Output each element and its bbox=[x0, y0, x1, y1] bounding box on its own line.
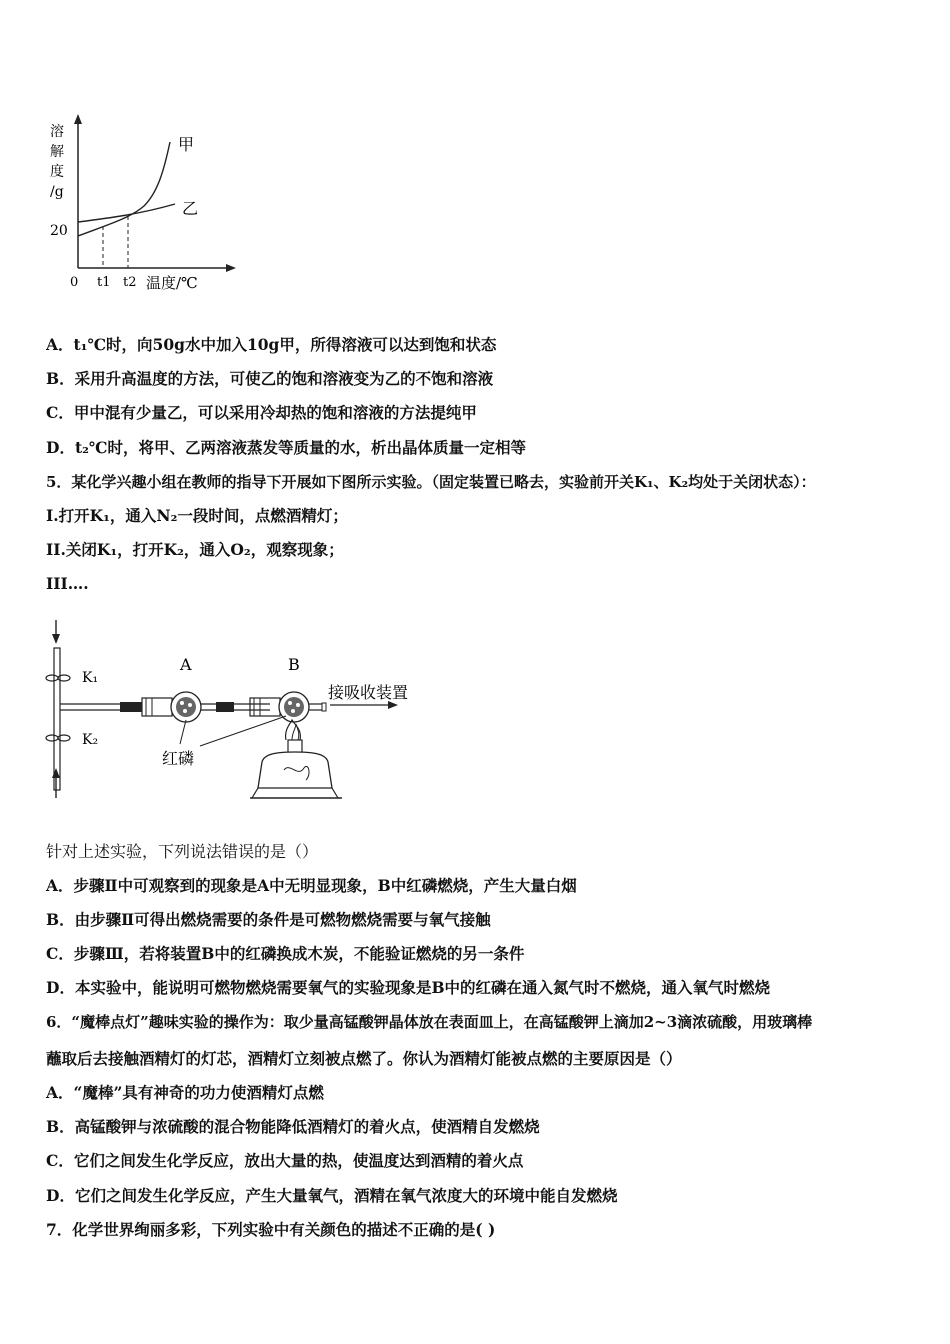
y-tick-20: 20 bbox=[50, 223, 68, 239]
y-label-3: 度 bbox=[50, 164, 64, 180]
valve-k2 bbox=[46, 735, 70, 741]
q5-option-a: A．步骤Ⅱ中可观察到的现象是A中无明显现象，B中红磷燃烧，产生大量白烟 bbox=[46, 876, 577, 895]
curve-yi bbox=[78, 204, 175, 222]
y-label-4: /g bbox=[50, 184, 64, 200]
k2-label: K₂ bbox=[82, 732, 99, 748]
x-tick-t2: t2 bbox=[123, 275, 137, 290]
q5-step-2: II.关闭K₁，打开K₂，通入O₂，观察现象； bbox=[46, 540, 344, 559]
q5-option-d: D．本实验中，能说明可燃物燃烧需要氧气的实验现象是B中的红磷在通入氮气时不燃烧，通入氧气时燃烧 bbox=[46, 978, 771, 997]
valve-k1 bbox=[46, 675, 70, 681]
bulb-b bbox=[279, 692, 309, 722]
q7-stem: 7．化学世界绚丽多彩，下列实验中有关颜色的描述不正确的是( ) bbox=[46, 1220, 496, 1239]
q5-question: 针对上述实验，下列说法错误的是（） bbox=[46, 842, 319, 861]
q4-option-d: D．t₂℃时，将甲、乙两溶液蒸发等质量的水，析出晶体质量一定相等 bbox=[46, 438, 526, 457]
q4-option-a: A．t₁℃时，向50g水中加入10g甲，所得溶液可以达到饱和状态 bbox=[46, 335, 497, 354]
curve-jia bbox=[78, 142, 170, 236]
label-a: A bbox=[180, 655, 192, 674]
red-phosphorus-label: 红磷 bbox=[162, 749, 195, 768]
outlet-label: 接吸收装置 bbox=[328, 683, 409, 702]
q5-option-c: C．步骤Ⅲ，若将装置B中的红磷换成木炭，不能验证燃烧的另一条件 bbox=[46, 944, 525, 963]
q6-stem-line-1: 6．“魔棒点灯”趣味实验的操作为：取少量高锰酸钾晶体放在表面皿上，在高锰酸钾上滴加2~3滴浓硫酸，用玻璃棒 bbox=[46, 1013, 813, 1031]
q6-option-d: D．它们之间发生化学反应，产生大量氧气，酒精在氧气浓度大的环境中能自发燃烧 bbox=[46, 1186, 618, 1205]
x-tick-0: 0 bbox=[70, 275, 79, 290]
q6-option-b: B．高锰酸钾与浓硫酸的混合物能降低酒精灯的着火点，使酒精自发燃烧 bbox=[46, 1117, 540, 1136]
k1-label: K₁ bbox=[82, 670, 99, 686]
curve-jia-label: 甲 bbox=[178, 135, 195, 154]
bulb-a bbox=[171, 692, 201, 722]
q5-step-1: I.打开K₁，通入N₂一段时间，点燃酒精灯； bbox=[46, 506, 348, 525]
solubility-graph bbox=[40, 110, 260, 300]
q6-option-c: C．它们之间发生化学反应，放出大量的热，使温度达到酒精的着火点 bbox=[46, 1151, 524, 1170]
curve-yi-label: 乙 bbox=[182, 199, 199, 218]
apparatus-diagram bbox=[40, 612, 440, 812]
x-axis-label: 温度/℃ bbox=[146, 274, 198, 292]
q5-option-b: B．由步骤Ⅱ可得出燃烧需要的条件是可燃物燃烧需要与氧气接触 bbox=[46, 910, 491, 929]
q5-stem: 5．某化学兴趣小组在教师的指导下开展如下图所示实验。（固定装置已略去，实验前开关K₁、K₂均处于关闭状态）： bbox=[46, 473, 816, 491]
q4-option-b: B．采用升高温度的方法，可使乙的饱和溶液变为乙的不饱和溶液 bbox=[46, 369, 494, 388]
y-label-2: 解 bbox=[50, 144, 64, 160]
q6-option-a: A．“魔棒”具有神奇的功力使酒精灯点燃 bbox=[46, 1083, 324, 1102]
x-tick-t1: t1 bbox=[97, 275, 111, 290]
label-b: B bbox=[288, 655, 300, 674]
q5-step-3: III…. bbox=[46, 574, 89, 593]
y-label-1: 溶 bbox=[50, 124, 64, 140]
alcohol-lamp bbox=[250, 720, 342, 798]
q4-option-c: C．甲中混有少量乙，可以采用冷却热的饱和溶液的方法提纯甲 bbox=[46, 403, 477, 422]
q6-stem-line-2: 蘸取后去接触酒精灯的灯芯，酒精灯立刻被点燃了。你认为酒精灯能被点燃的主要原因是（） bbox=[46, 1049, 682, 1068]
